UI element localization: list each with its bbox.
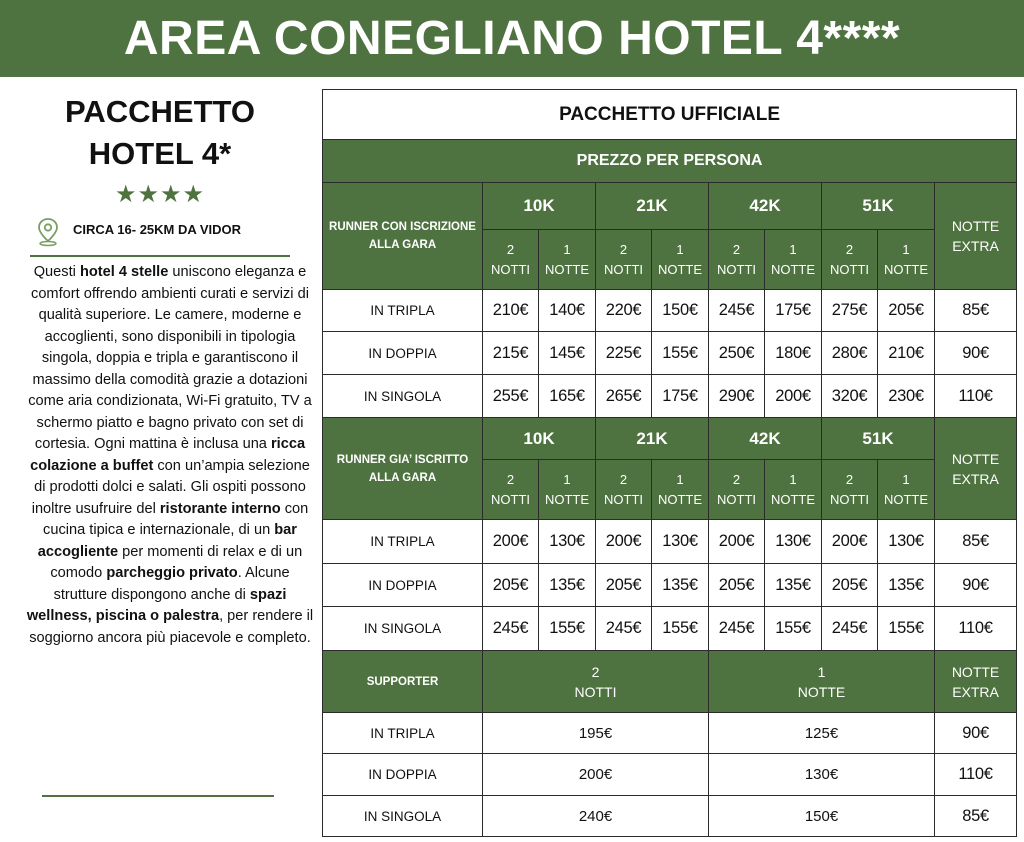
price-cell: 255€ <box>483 375 539 418</box>
room-type-label: IN DOPPIA <box>323 564 483 607</box>
two-nights-header-line: NOTTI <box>830 261 869 277</box>
one-night-header-line: 1 <box>902 241 910 257</box>
extra-night-price: 85€ <box>935 796 1017 837</box>
price-cell: 245€ <box>596 607 652 651</box>
price-cell: 180€ <box>765 332 822 375</box>
one-night-header-line: 1 <box>817 663 826 680</box>
one-night-header <box>765 230 822 290</box>
two-nights-header-line: NOTTI <box>491 491 530 507</box>
distance-51k-header: 51K <box>822 418 935 460</box>
distance-42k-header: 42K <box>709 183 822 230</box>
extra-night-price: 90€ <box>935 713 1017 754</box>
table-row <box>323 90 1017 140</box>
table-subtitle: PREZZO PER PERSONA <box>323 140 1017 183</box>
price-cell: 140€ <box>539 290 596 332</box>
distance-10k-header: 10K <box>483 183 596 230</box>
two-nights-header <box>483 460 539 520</box>
room-type-label: IN DOPPIA <box>323 332 483 375</box>
price-cell: 215€ <box>483 332 539 375</box>
price-cell: 205€ <box>709 564 765 607</box>
two-nights-header-line: NOTTI <box>604 491 643 507</box>
one-night-header-line: NOTTE <box>770 491 816 507</box>
two-nights-header <box>709 460 765 520</box>
extra-night-header-line: NOTTE <box>951 450 1000 467</box>
hotel-description <box>24 262 316 649</box>
description-text: . Alcune strutture dispongono anche di <box>53 565 290 603</box>
one-night-header-line: NOTTE <box>657 491 703 507</box>
table-row <box>323 713 1017 754</box>
price-cell: 155€ <box>652 332 709 375</box>
room-type-label: IN SINGOLA <box>323 607 483 651</box>
section-label: SUPPORTER <box>323 651 483 713</box>
price-cell: 200€ <box>596 520 652 564</box>
two-nights-header <box>483 230 539 290</box>
divider-bottom <box>42 795 274 797</box>
two-nights-header <box>709 230 765 290</box>
price-cell: 135€ <box>539 564 596 607</box>
room-type-label: IN TRIPLA <box>323 520 483 564</box>
price-cell: 230€ <box>878 375 935 418</box>
one-night-header <box>539 230 596 290</box>
extra-night-header-line: NOTTE <box>951 663 1000 680</box>
two-nights-header-line: 2 <box>845 241 854 257</box>
price-cell: 130€ <box>652 520 709 564</box>
one-night-header-line: 1 <box>902 471 910 487</box>
price-cell: 205€ <box>878 290 935 332</box>
table-row <box>323 564 1017 607</box>
package-title <box>0 91 320 175</box>
price-cell: 200€ <box>483 754 709 796</box>
two-nights-header <box>822 230 878 290</box>
one-night-header-line: NOTTE <box>797 683 846 700</box>
price-cell: 175€ <box>652 375 709 418</box>
price-cell: 150€ <box>652 290 709 332</box>
price-cell: 135€ <box>878 564 935 607</box>
table-row <box>323 140 1017 183</box>
price-cell: 130€ <box>765 520 822 564</box>
price-cell: 130€ <box>709 754 935 796</box>
extra-night-price: 110€ <box>935 754 1017 796</box>
one-night-header <box>878 460 935 520</box>
price-cell: 225€ <box>596 332 652 375</box>
hotel-info-panel <box>0 77 320 842</box>
two-nights-header <box>483 651 709 713</box>
price-cell: 280€ <box>822 332 878 375</box>
two-nights-header-line: 2 <box>506 241 515 257</box>
price-cell: 135€ <box>652 564 709 607</box>
description-text: , per rendere il soggiorno ancora più piacevole e completo. <box>29 608 314 646</box>
two-nights-header-line: NOTTI <box>604 261 643 277</box>
one-night-header <box>765 460 822 520</box>
price-cell: 130€ <box>539 520 596 564</box>
price-cell: 150€ <box>709 796 935 837</box>
divider-top <box>30 255 290 257</box>
two-nights-header-line: 2 <box>845 471 854 487</box>
description-text: Questi <box>33 264 80 280</box>
price-cell: 155€ <box>539 607 596 651</box>
extra-night-header <box>935 651 1017 713</box>
table-row <box>323 520 1017 564</box>
one-night-header-line: 1 <box>676 471 684 487</box>
price-cell: 245€ <box>483 607 539 651</box>
distance-21k-header: 21K <box>596 418 709 460</box>
distance-label: CIRCA 16- 25KM DA VIDOR <box>73 222 242 237</box>
description-text: con cucina tipica e internazionale, di un <box>43 500 309 538</box>
price-cell: 145€ <box>539 332 596 375</box>
room-type-label: IN TRIPLA <box>323 713 483 754</box>
two-nights-header-line: NOTTI <box>574 683 617 700</box>
table-title: PACCHETTO UFFICIALE <box>323 90 1017 140</box>
one-night-header-line: 1 <box>789 471 797 487</box>
extra-night-price: 85€ <box>935 290 1017 332</box>
one-night-header <box>709 651 935 713</box>
table-row <box>323 183 1017 230</box>
one-night-header-line: 1 <box>676 241 684 257</box>
extra-night-header-line: EXTRA <box>952 470 999 487</box>
price-cell: 155€ <box>652 607 709 651</box>
price-cell: 125€ <box>709 713 935 754</box>
price-cell: 210€ <box>483 290 539 332</box>
two-nights-header-line: 2 <box>591 663 600 680</box>
distance-51k-header: 51K <box>822 183 935 230</box>
one-night-header <box>652 230 709 290</box>
page-banner-title: AREA CONEGLIANO HOTEL 4**** <box>0 0 1024 77</box>
extra-night-price: 90€ <box>935 564 1017 607</box>
description-highlight: parcheggio privato <box>106 565 238 581</box>
price-cell: 130€ <box>878 520 935 564</box>
price-cell: 245€ <box>709 607 765 651</box>
extra-night-price: 85€ <box>935 520 1017 564</box>
room-type-label: IN DOPPIA <box>323 754 483 796</box>
extra-night-header-line: NOTTE <box>951 218 1000 234</box>
room-type-label: IN SINGOLA <box>323 375 483 418</box>
table-row <box>323 332 1017 375</box>
two-nights-header-line: 2 <box>732 471 741 487</box>
price-cell: 200€ <box>483 520 539 564</box>
one-night-header-line: NOTTE <box>883 261 929 277</box>
two-nights-header-line: 2 <box>732 241 741 257</box>
room-type-label: IN SINGOLA <box>323 796 483 837</box>
two-nights-header-line: NOTTI <box>717 491 756 507</box>
price-cell: 155€ <box>765 607 822 651</box>
price-cell: 135€ <box>765 564 822 607</box>
description-highlight: spazi wellness, piscina o palestra <box>26 586 287 624</box>
price-cell: 155€ <box>878 607 935 651</box>
two-nights-header <box>822 460 878 520</box>
room-type-label: IN TRIPLA <box>323 290 483 332</box>
one-night-header-line: 1 <box>563 241 571 257</box>
price-cell: 250€ <box>709 332 765 375</box>
description-text: con un’ampia selezione di prodotti dolci e salati. Gli ospiti possono inoltre usufruire del <box>31 457 310 517</box>
price-cell: 205€ <box>596 564 652 607</box>
price-cell: 210€ <box>878 332 935 375</box>
extra-night-header <box>935 418 1017 520</box>
two-nights-header-line: 2 <box>619 471 628 487</box>
extra-night-price: 110€ <box>935 607 1017 651</box>
one-night-header-line: NOTTE <box>770 261 816 277</box>
table-row <box>323 651 1017 713</box>
price-cell: 200€ <box>765 375 822 418</box>
price-table <box>322 89 1017 837</box>
price-cell: 205€ <box>822 564 878 607</box>
description-highlight: ricca colazione a buffet <box>30 436 306 474</box>
price-cell: 245€ <box>822 607 878 651</box>
two-nights-header <box>596 230 652 290</box>
two-nights-header-line: NOTTI <box>491 261 530 277</box>
table-row <box>323 607 1017 651</box>
two-nights-header-line: 2 <box>619 241 628 257</box>
price-cell: 320€ <box>822 375 878 418</box>
price-cell: 245€ <box>709 290 765 332</box>
price-cell: 220€ <box>596 290 652 332</box>
one-night-header <box>878 230 935 290</box>
price-cell: 195€ <box>483 713 709 754</box>
description-text: per momenti di relax e di un comodo <box>50 543 303 581</box>
two-nights-header <box>596 460 652 520</box>
price-cell: 265€ <box>596 375 652 418</box>
one-night-header <box>539 460 596 520</box>
extra-night-price: 110€ <box>935 375 1017 418</box>
one-night-header <box>652 460 709 520</box>
price-cell: 175€ <box>765 290 822 332</box>
section-label: RUNNER CON ISCRIZIONE ALLA GARA <box>323 183 483 290</box>
one-night-header-line: 1 <box>789 241 797 257</box>
rating-stars: ★★★★ <box>114 181 206 208</box>
two-nights-header-line: NOTTI <box>830 491 869 507</box>
section-label: RUNNER GIA’ ISCRITTO ALLA GARA <box>323 418 483 520</box>
table-row <box>323 418 1017 460</box>
price-cell: 275€ <box>822 290 878 332</box>
distance-10k-header: 10K <box>483 418 596 460</box>
one-night-header-line: NOTTE <box>883 491 929 507</box>
extra-night-header-line: EXTRA <box>952 238 999 254</box>
one-night-header-line: NOTTE <box>657 261 703 277</box>
table-row <box>323 375 1017 418</box>
description-highlight: hotel 4 stelle <box>79 264 169 280</box>
description-highlight: ristorante interno <box>159 500 281 517</box>
package-title-line1: PACCHETTO <box>64 94 256 129</box>
two-nights-header-line: 2 <box>506 471 515 487</box>
extra-night-header <box>935 183 1017 290</box>
description-highlight: bar accogliente <box>37 522 297 560</box>
extra-night-header-line: EXTRA <box>952 683 999 700</box>
table-row <box>323 290 1017 332</box>
price-cell: 165€ <box>539 375 596 418</box>
price-cell: 200€ <box>822 520 878 564</box>
price-cell: 290€ <box>709 375 765 418</box>
distance-42k-header: 42K <box>709 418 822 460</box>
table-row <box>323 796 1017 837</box>
table-row <box>323 754 1017 796</box>
package-title-line2: HOTEL 4* <box>88 136 232 171</box>
one-night-header-line: NOTTE <box>544 261 590 277</box>
one-night-header-line: 1 <box>563 471 571 487</box>
distance-21k-header: 21K <box>596 183 709 230</box>
price-cell: 205€ <box>483 564 539 607</box>
description-text: uniscono eleganza e comfort offrendo ambienti curati e servizi di qualità superiore. Le camere, moderne e accoglienti, sono disponibili in tipologia singola, doppia e tripla e garantiscono il massimo della comodità grazie a dotazioni come aria condizionata, Wi-Fi gratuito, TV a schermo piatto e bagno privato con set di cortesia. Ogni mattina è inclusa una <box>28 264 312 452</box>
extra-night-price: 90€ <box>935 332 1017 375</box>
one-night-header-line: NOTTE <box>544 491 590 507</box>
map-pin-icon <box>35 217 61 247</box>
price-cell: 240€ <box>483 796 709 837</box>
price-cell: 200€ <box>709 520 765 564</box>
two-nights-header-line: NOTTI <box>717 261 756 277</box>
